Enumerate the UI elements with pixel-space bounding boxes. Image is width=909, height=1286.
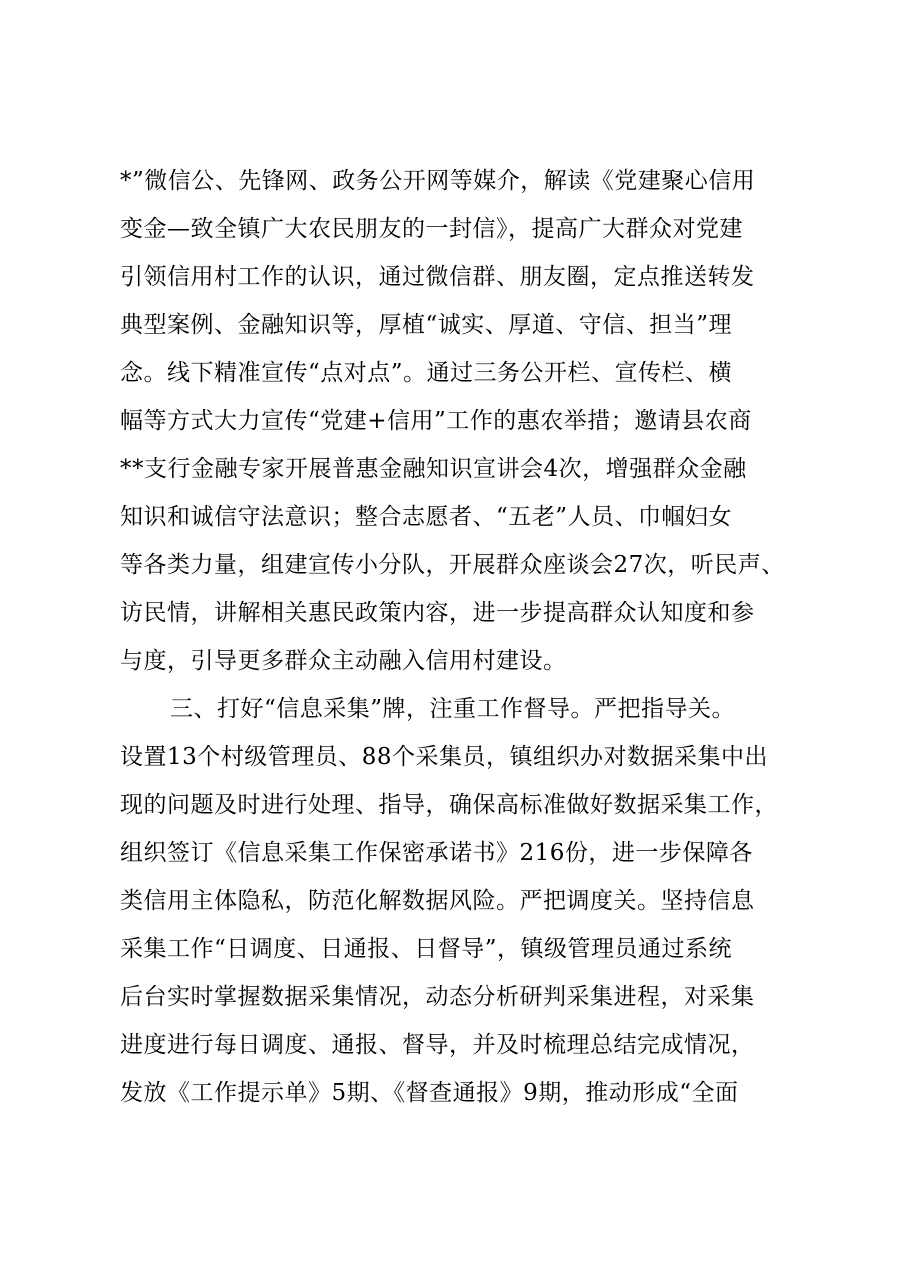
text-line: 组织签订《信息采集工作保密承诺书》216份，进一步保障各 <box>120 840 753 866</box>
text-line: 变金—致全镇广大农民朋友的一封信》，提高广大群众对党建 <box>120 216 743 242</box>
text-line: *”微信公、先锋网、政务公开网等媒介，解读《党建聚心信用 <box>120 168 756 194</box>
text-line: 等各类力量，组建宣传小分队，开展群众座谈会27次，听民声、 <box>120 552 785 578</box>
text-line: 设置13个村级管理员、88个采集员，镇组织办对数据采集中出 <box>120 744 769 770</box>
text-line: 知识和诚信守法意识；整合志愿者、“五老”人员、巾帼妇女 <box>120 504 733 530</box>
text-line: 发放《工作提示单》5期、《督查通报》9期，推动形成“全面 <box>120 1080 739 1106</box>
text-line: **支行金融专家开展普惠金融知识宣讲会4次，增强群众金融 <box>120 456 747 482</box>
text-line: 现的问题及时进行处理、指导，确保高标准做好数据采集工作， <box>120 792 778 818</box>
text-line: 与度，引导更多群众主动融入信用村建设。 <box>120 648 567 674</box>
section-heading-line: 三、打好“信息采集”牌，注重工作督导。严把指导关。 <box>170 696 736 722</box>
text-line: 引领信用村工作的认识，通过微信群、朋友圈，定点推送转发 <box>120 264 755 290</box>
text-line: 后台实时掌握数据采集情况，动态分析研判采集进程，对采集 <box>120 984 755 1010</box>
text-line: 念。线下精准宣传“点对点”。通过三务公开栏、宣传栏、横 <box>120 360 733 386</box>
text-line: 采集工作“日调度、日通报、日督导”，镇级管理员通过系统 <box>120 936 733 962</box>
text-line: 类信用主体隐私，防范化解数据风险。严把调度关。坚持信息 <box>120 888 755 914</box>
text-line: 进度进行每日调度、通报、督导，并及时梳理总结完成情况， <box>120 1032 755 1058</box>
text-line: 典型案例、金融知识等，厚植“诚实、厚道、守信、担当”理 <box>120 312 733 338</box>
text-line: 幅等方式大力宣传“党建+信用”工作的惠农举措；邀请县农商 <box>120 408 752 434</box>
text-line: 访民情，讲解相关惠民政策内容，进一步提高群众认知度和参 <box>120 600 755 626</box>
